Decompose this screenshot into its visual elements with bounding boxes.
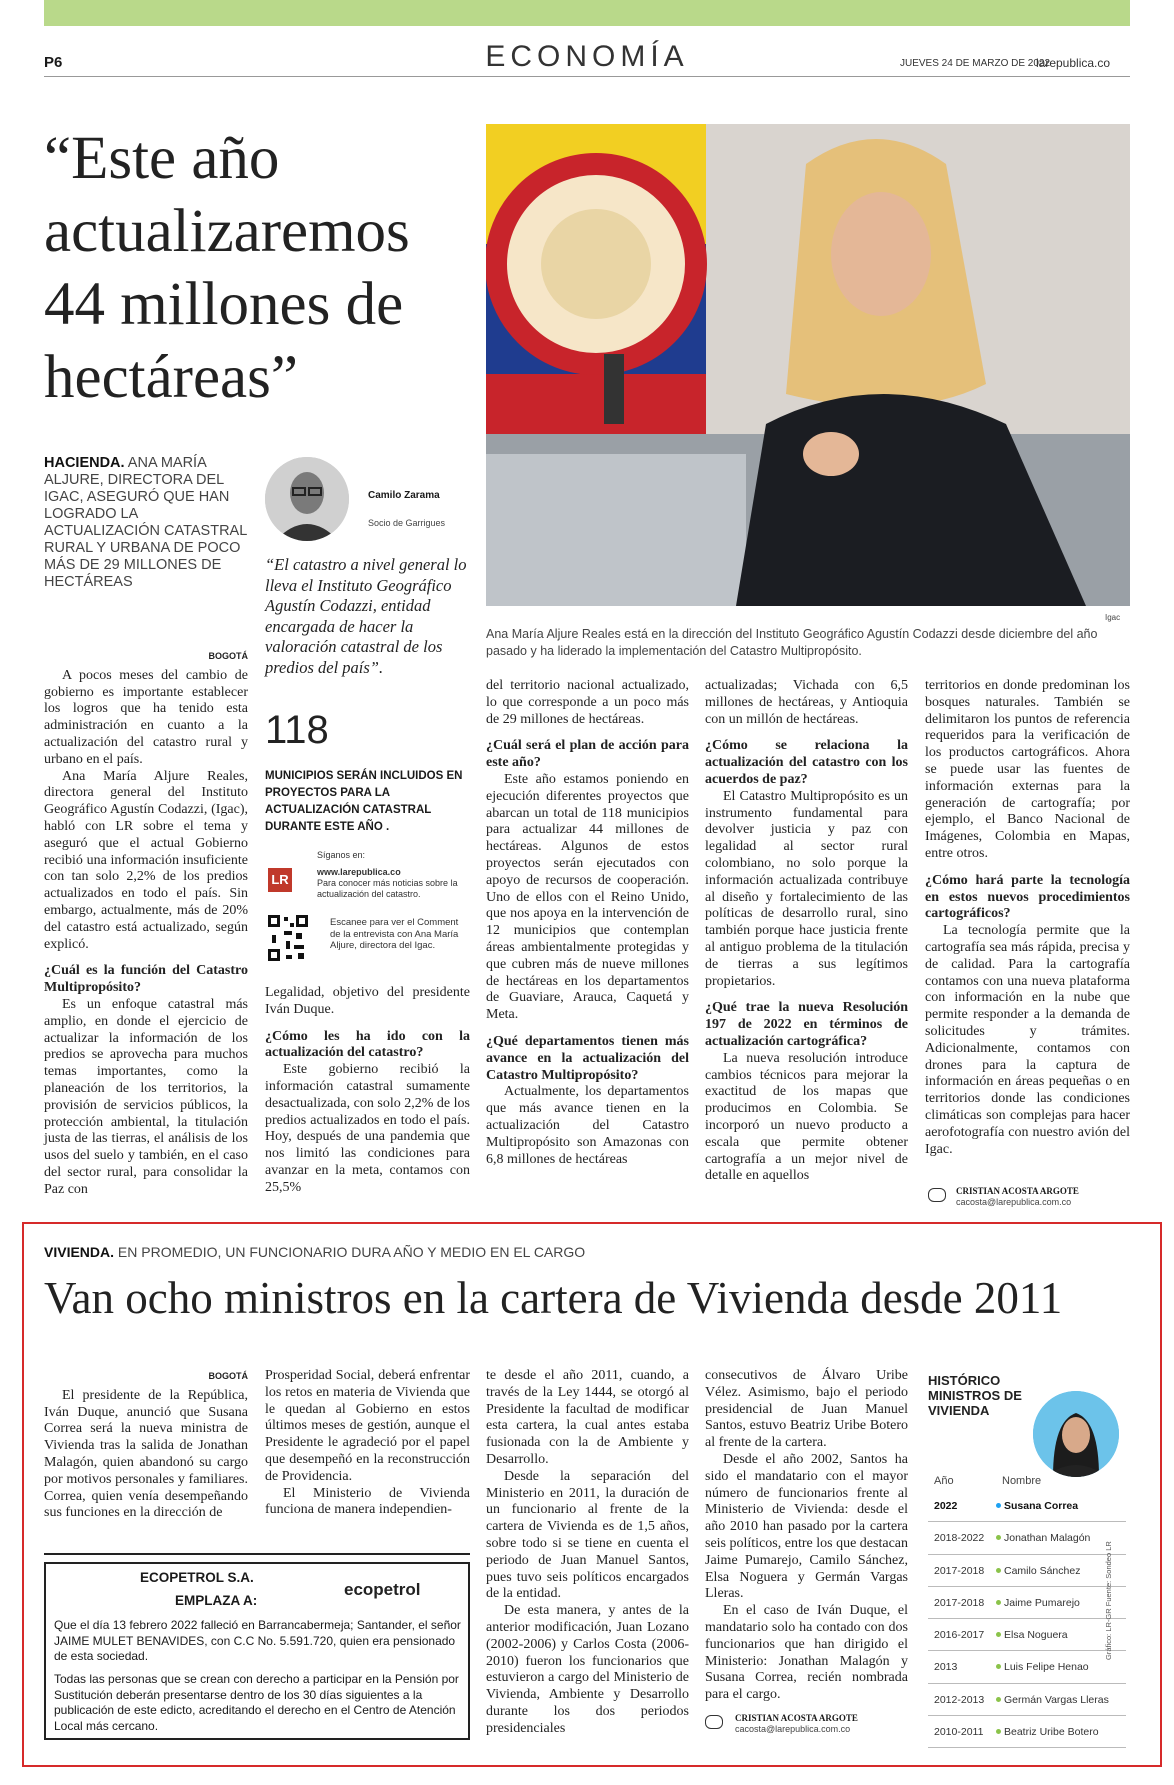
follow-description: Para conocer más noticias sobre la actualización del catastro. [317, 878, 458, 899]
site-url[interactable]: larepublica.co [1036, 56, 1111, 70]
kicker-text: EN PROMEDIO, UN FUNCIONARIO DURA AÑO Y MEDIO EN EL CARGO [117, 1244, 586, 1260]
qr-code-icon[interactable] [268, 915, 308, 961]
article-column-2 [265, 985, 470, 1197]
paragraph: actualizadas; Vichada con 6,5 millones de hectáreas, y Antioquia con un millón de hectáreas. [705, 678, 908, 727]
row-name: Germán Vargas Lleras [1004, 1693, 1109, 1706]
byline-author: CRISTIAN ACOSTA ARGOTE [956, 1186, 1079, 1196]
row-year: 2017-2018 [934, 1596, 985, 1609]
paragraph: Este gobierno recibió la información catastral sumamente desactualizada, con solo 2,2% de los predios actualizados en todo el país. Hoy, después de una pandemia que nos limitó las condiciones para avanzar en la meta, contamos con 25,5% [265, 1062, 470, 1195]
row-year: 2010-2011 [934, 1726, 984, 1739]
paragraph: Legalidad, objetivo del presidente Iván Duque. [265, 985, 470, 1017]
article-column-3 [486, 678, 689, 1168]
byline-author: CRISTIAN ACOSTA ARGOTE [735, 1713, 858, 1723]
question-heading: ¿Cómo les ha ido con la actualización del catastro? [265, 1028, 470, 1061]
row-name: Jonathan Malagón [1004, 1532, 1091, 1545]
paragraph: Desde el año 2002, Santos ha sido el mandatario con el mayor número de funcionarios frente al Ministerio de Vivienda: desde el año 2010 han pasado por la cartera seis políticos, entre los que destacan Jaime Pumarejo, Camilo Sánchez, Elsa Noguera y Germán Vargas Lleras. [705, 1451, 908, 1602]
issue-date: JUEVES 24 DE MARZO DE 2022 [900, 58, 1051, 69]
question-heading: ¿Cuál será el plan de acción para este año? [486, 738, 689, 771]
article-headline: Van ocho ministros en la cartera de Vivienda desde 2011 [44, 1273, 1063, 1323]
paragraph: A pocos meses del cambio de gobierno es importante establecer los logros que ha tenido esta administración en cuanto a la actualización del catastro rural y urbano en el país. [44, 667, 248, 767]
row-name: Camilo Sánchez [1004, 1564, 1081, 1577]
lr-logo-icon: LR [268, 868, 292, 892]
photo-credit: Igac [1105, 613, 1121, 622]
table-row [928, 1684, 1126, 1716]
notice-body: Todas las personas que se crean con derecho a participar en la Pensión por Sustitución deberán presentarse dentro de los 30 días siguientes a la publicación de este edicto, acreditando el derecho en el Centro de Atención Local más cercano. [54, 1672, 459, 1733]
table-row [928, 1651, 1126, 1683]
paragraph: De esta manera, y antes de la anterior modificación, Juan Lozano (2002-2006) y Carlos Costa (2006-2010) fueron los funcionarios que estuvieron a cargo del Ministerio de Vivienda, Ambiente y Desarrollo durante los dos periodos presidenciales [486, 1603, 689, 1736]
question-heading: ¿Cómo hará parte la tecnología en estos nuevos procedimientos cartográficos? [925, 872, 1130, 922]
pull-quote: “El catastro a nivel general lo lleva el Instituto Geográfico Agustín Codazzi, entidad encargada de hacer la valoración catastral de los predios del país”. [265, 555, 467, 677]
header-divider [44, 76, 1130, 77]
chat-bubble-icon [928, 1188, 946, 1202]
kicker-label: HACIENDA. [44, 455, 125, 471]
kicker-text: ANA MARÍA ALJURE, DIRECTORA DEL IGAC, ASEGURÓ QUE HAN LOGRADO LA ACTUALIZACIÓN CATASTRAL RURAL Y URBANA DE POCO MÁS DE 29 MILLONES DE HECTÁREAS [44, 455, 247, 590]
interview-photo-illustration [486, 124, 1130, 606]
question-heading: ¿Qué departamentos tienen más avance en la actualización del Catastro Multipropósito? [486, 1033, 689, 1083]
paragraph: Desde la separación del Ministerio en 2011, la duración de un funcionario al frente de la cartera de Vivienda es de 1,5 años, sobre todo si se tiene en cuenta el periodo de Juan Manuel Santos, pues tuvo seis políticos encargados de la entidad. [486, 1468, 689, 1602]
row-year: 2018-2022 [934, 1532, 985, 1545]
ministers-table [928, 1490, 1126, 1748]
paragraph: Es un enfoque catastral más amplio, en donde el ejercicio de actualizar la información de los predios se aprovecha para muchos temas importantes, como la planeación de los territorios, la provisión de servicios públicos, la protección ambiental, la titulación justa de las tierras, el análisis de los usos del suelo y también, en el caso del sector rural, para consolidar la Paz con [44, 996, 248, 1197]
bullet-dot-icon [996, 1503, 1001, 1508]
article-kicker [44, 1244, 585, 1260]
article-headline: “Este año actualizaremos 44 millones de hectáreas” [44, 125, 410, 411]
byline-email[interactable]: cacosta@larepublica.com.co [735, 1724, 851, 1734]
paragraph: te desde el año 2011, cuando, a través de la Ley 1444, se otorgó al Presidente la facultad de modificar esta cartera, la cual antes estaba fusionada con la de Ambiente y Desarrollo. [486, 1368, 689, 1467]
paragraph: La tecnología permite que la cartografía sea más rápida, precisa y de calidad. Para la cartografía contamos con una nueva plataforma con información en la nube que permite responder a la demanda de solicitudes y trámites. Adicionalmente, contamos con drones para la captura de información en áreas pequeñas o en territorios donde las condiciones climáticas son complejas para hacer aerofotografía con nuestro avión del Igac. [925, 923, 1130, 1157]
article-column-3 [486, 1368, 689, 1738]
column-header-year: Año [934, 1475, 954, 1487]
article-column-1 [44, 648, 248, 1199]
paragraph: El Catastro Multipropósito es un instrumento fundamental para devolver justicia y paz con legalidad al sector rural colombiano, no solo porque la información actualizada contribuye al diseño y fortalecimiento de las políticas de desarrollo rural, sino también porque hace justicia frente al antiguo problema de la titulación de tierras a sus legítimos propietarios. [705, 788, 908, 989]
quote-author-name: Camilo Zarama [368, 490, 440, 501]
chart-source: Gráfico: LR-GR Fuente: Sondeo LR [1104, 1541, 1113, 1660]
row-name: Luis Felipe Henao [1004, 1661, 1089, 1674]
paragraph: El Ministerio de Vivienda funciona de manera independien- [265, 1485, 470, 1518]
byline-email[interactable]: cacosta@larepublica.com.co [956, 1197, 1072, 1207]
row-name: Susana Correa [1004, 1500, 1079, 1512]
paragraph: Este año estamos poniendo en ejecución diferentes proyectos que abarcan un total de 118 municipios para actualizar 44 millones de hectáreas. Algunos de estos proyectos serán ejecutados con apoyo de recursos de cooperación. Uno de ellos con el Reino Unido, que nos apoya en la intervención de 12 municipios que contemplan áreas ambientalmente protegidas y que cubren más de nueve millones de hectáreas en los departamentos de Guaviare, Arauca, Caquetá y Meta. [486, 771, 689, 1023]
qr-description: Escanee para ver el Comment de la entrevista con Ana María Aljure, directora del Igac. [330, 917, 459, 951]
avatar [265, 457, 349, 541]
bullet-dot-icon [996, 1632, 1001, 1637]
minister-portrait [1033, 1391, 1119, 1477]
paragraph: del territorio nacional actualizado, lo que corresponde a un poco más de 29 millones de hectáreas. [486, 678, 689, 727]
chat-bubble-icon [705, 1715, 723, 1729]
notice-company: ECOPETROL S.A. [140, 1570, 254, 1585]
row-year: 2012-2013 [934, 1693, 985, 1706]
article-column-1 [44, 1368, 248, 1522]
paragraph: Actualmente, los departamentos que más avance tienen en la actualización del Catastro Multipropósito son Amazonas con 6,8 millones de hectáreas [486, 1084, 689, 1167]
notice-subtitle: EMPLAZA A: [175, 1593, 258, 1608]
follow-box [317, 850, 477, 900]
paragraph: Ana María Aljure Reales, directora general del Instituto Geográfico Agustín Codazzi, (Igac), habló con LR sobre el tema y aseguró que el actual Gobierno recibió una información insuficiente con tan solo 2,2% de los predios actualizados en todo el país. Sin embargo, actualmente, más de 20% del catastro está actualizado, según explicó. [44, 768, 248, 952]
bullet-dot-icon [996, 1697, 1001, 1702]
question-heading: ¿Cómo se relaciona la actualización del catastro con los acuerdos de paz? [705, 738, 908, 787]
question-heading: ¿Cuál es la función del Catastro Multipropósito? [44, 963, 248, 996]
table-title: HISTÓRICO MINISTROS DE VIVIENDA [928, 1373, 1022, 1418]
row-year: 2016-2017 [934, 1629, 985, 1642]
article-column-4 [705, 678, 908, 1185]
article-column-5 [925, 678, 1130, 1158]
dateline-location: BOGOTÁ [208, 651, 248, 661]
bullet-dot-icon [996, 1568, 1001, 1573]
question-heading: ¿Qué trae la nueva Resolución 197 de 2022 en términos de actualización cartográfica? [705, 1000, 908, 1049]
section-color-bar [44, 0, 1130, 26]
table-row [928, 1716, 1126, 1748]
row-year: 2013 [934, 1661, 958, 1674]
table-row [928, 1619, 1126, 1651]
article-kicker [44, 455, 254, 591]
stat-number: 118 [265, 708, 329, 752]
bullet-dot-icon [996, 1729, 1001, 1734]
bullet-dot-icon [996, 1664, 1001, 1669]
table-row [928, 1555, 1126, 1587]
paragraph: El presidente de la República, Iván Duque, anunció que Susana Correa será la nueva ministra de Vivienda tras la salida de Jonathan Malagón, quien abandonó su cargo por motivos personales y familiares. Correa, quien venía desempeñando sus funciones en la dirección de [44, 1387, 248, 1521]
stat-label: MUNICIPIOS SERÁN INCLUIDOS EN PROYECTOS PARA LA ACTUALIZACIÓN CATASTRAL DURANTE ESTE AÑO . [265, 770, 463, 833]
paragraph: territorios en donde predominan los bosques naturales. También se delimitaron los puntos de referencia requeridos para la verificación de los productos cartográficos. Ahora se puede usar las fuentes de información externas para la generación de cartografía; por ejemplo, el Banco Nacional de Imágenes, Colombia en Mapas, entre otros. [925, 678, 1130, 861]
person-portrait-icon [265, 457, 349, 541]
paragraph: En el caso de Iván Duque, el mandatario solo ha contado con dos funcionarios que han dirigido el Ministerio: Jonathan Malagón y Susana Correa, recién nombrada para el cargo. [705, 1603, 908, 1703]
article-photo [486, 124, 1130, 606]
table-row [928, 1522, 1126, 1554]
section-title: ECONOMÍA [485, 40, 689, 73]
ad-divider [44, 1553, 470, 1555]
paragraph: La nueva resolución introduce cambios técnicos para mejorar la exactitud de los mapas que producimos en Colombia. Se incorporó un nuevo producto a escala que permite obtener cartografía a un mejor nivel de detalle en aquellos [705, 1050, 908, 1184]
table-row [928, 1490, 1126, 1522]
page-number: P6 [44, 54, 63, 71]
bullet-dot-icon [996, 1600, 1001, 1605]
quote-author-role: Socio de Garrigues [368, 518, 446, 528]
article-column-2 [265, 1368, 470, 1519]
bullet-dot-icon [996, 1535, 1001, 1540]
row-year: 2022 [934, 1500, 958, 1512]
column-header-name: Nombre [1002, 1475, 1042, 1487]
photo-caption: Ana María Aljure Reales está en la dirección del Instituto Geográfico Agustín Codazzi desde diciembre del año pasado y ha liderado la implementación del Catastro Multipropósito. [486, 627, 1098, 658]
table-row [928, 1587, 1126, 1619]
article-column-4 [705, 1368, 908, 1704]
follow-url[interactable]: www.larepublica.co [317, 867, 401, 877]
row-year: 2017-2018 [934, 1564, 985, 1577]
follow-label: Síganos en: [317, 850, 366, 860]
dateline-location: BOGOTÁ [208, 1371, 248, 1381]
ecopetrol-logo-icon: ecopetrol [344, 1580, 421, 1599]
paragraph: Prosperidad Social, deberá enfrentar los retos en materia de Vivienda que le quedan al Gobierno en estos últimos meses de gestión, aunque el Presidente le agradeció por el papel que desempeñó en la reconstrucción de Providencia. [265, 1368, 470, 1484]
kicker-label: VIVIENDA. [44, 1244, 115, 1260]
person-portrait-icon [1033, 1391, 1119, 1477]
row-name: Elsa Noguera [1004, 1629, 1068, 1642]
paragraph: consecutivos de Álvaro Uribe Vélez. Asimismo, bajo el periodo presidencial de Juan Manuel Santos, estuvo Beatriz Uribe Botero al frente de la cartera. [705, 1368, 908, 1451]
notice-body: Que el día 13 febrero 2022 falleció en Barrancabermeja; Santander, el señor JAIME MULET BENAVIDES, con C.C No. 5.591.720, quien era pensionado de esta sociedad. [54, 1618, 461, 1663]
row-name: Jaime Pumarejo [1004, 1596, 1080, 1609]
row-name: Beatriz Uribe Botero [1004, 1726, 1099, 1739]
